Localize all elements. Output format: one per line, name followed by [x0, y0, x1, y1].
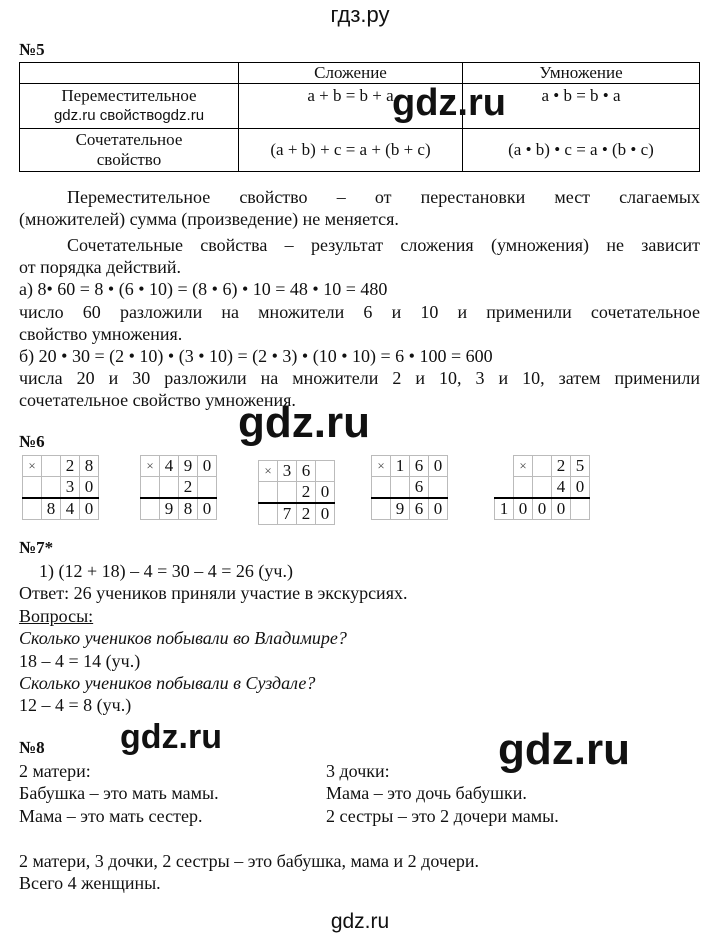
digit: 0 [316, 503, 335, 525]
paragraph-line: свойство умножения. [19, 324, 183, 344]
multiplication-example [258, 460, 335, 525]
example-a-expression: а) 8• 60 = 8 • (6 • 10) = (8 • 6) • 10 = 48 • 10 = 480 [19, 279, 388, 299]
property-name-line1: Сочетательное [75, 130, 183, 149]
table-row [20, 84, 700, 129]
task7-number: №7* [19, 538, 54, 557]
digit [533, 456, 552, 477]
header-empty [20, 63, 239, 84]
watermark: gdz.ru [498, 725, 630, 774]
digit: 0 [514, 498, 533, 520]
digit [198, 477, 217, 499]
empty-cell [259, 482, 278, 504]
task8-conclusion: 2 матери, 3 дочки, 2 сестры – это бабушка, мама и 2 дочери. [19, 851, 480, 871]
digit: 0 [429, 456, 448, 477]
question-2-solution: 12 – 4 = 8 (уч.) [19, 695, 132, 715]
digit: 0 [571, 477, 590, 499]
paragraph-line: от порядка действий. [19, 257, 182, 277]
digit: 9 [160, 498, 179, 520]
digit: 8 [42, 498, 61, 520]
task8-right-line: 2 сестры – это 2 дочери мамы. [326, 806, 559, 826]
digit: 6 [410, 456, 429, 477]
task8-total: Всего 4 женщины. [19, 873, 161, 893]
task8-left-line: Мама – это мать сестер. [19, 806, 203, 826]
multiply-sign: × [259, 461, 278, 482]
multiplication-formula: (a • b) • c = a • (b • c) [463, 129, 700, 172]
paragraph-line: (множителей) сумма (произведение) не меняется. [19, 209, 399, 229]
empty-cell [141, 477, 160, 499]
task6-number: №6 [19, 432, 45, 451]
empty-cell [141, 498, 160, 520]
digit [429, 477, 448, 499]
digit [316, 461, 335, 482]
multiplication-example [494, 455, 590, 520]
digit [160, 477, 179, 499]
paragraph-line: числа 20 и 30 разложили на множители 2 и 10, 3 и 10, затем применили [19, 368, 700, 388]
digit: 0 [198, 456, 217, 477]
digit: 1 [495, 498, 514, 520]
properties-table [19, 62, 700, 172]
multiply-sign: × [372, 456, 391, 477]
digit: 2 [552, 456, 571, 477]
questions-label: Вопросы: [19, 606, 94, 626]
digit: 5 [571, 456, 590, 477]
multiply-sign: × [23, 456, 42, 477]
footer-site: gdz.ru [330, 910, 390, 933]
digit: 6 [410, 498, 429, 520]
watermark: gdz.ru [392, 82, 506, 124]
task8-number: №8 [19, 738, 45, 757]
property-name-line2: свойство [96, 150, 162, 169]
digit [391, 477, 410, 499]
empty-cell [23, 477, 42, 499]
question-1-solution: 18 – 4 = 14 (уч.) [19, 651, 141, 671]
property-name-line1: Переместительное [61, 86, 197, 105]
watermark: gdz.ru [238, 398, 370, 447]
empty-cell [571, 498, 590, 520]
paragraph-line: сочетательное свойство умножения. [19, 390, 296, 410]
empty-cell [23, 498, 42, 520]
digit: 2 [297, 482, 316, 504]
digit: 0 [80, 477, 99, 499]
paragraph-line: число 60 разложили на множители 6 и 10 и применили сочетательное [19, 302, 700, 322]
task8-right-line: Мама – это дочь бабушки. [326, 783, 527, 803]
question-1: Сколько учеников побывали во Владимире? [19, 628, 347, 648]
digit: 0 [533, 498, 552, 520]
multiply-sign: × [514, 456, 533, 477]
multiplication-example [22, 455, 99, 520]
property-name [20, 129, 239, 172]
multiply-sign: × [141, 456, 160, 477]
digit: 0 [316, 482, 335, 504]
empty-cell [372, 498, 391, 520]
digit: 2 [61, 456, 80, 477]
addition-formula: (a + b) + c = a + (b + c) [239, 129, 463, 172]
empty-cell [495, 456, 514, 477]
task8-right-line: 3 дочки: [326, 761, 390, 781]
digit: 0 [552, 498, 571, 520]
digit: 2 [179, 477, 198, 499]
digit [42, 456, 61, 477]
empty-cell [259, 503, 278, 525]
empty-cell [514, 477, 533, 499]
watermark: gdz.ru [120, 718, 222, 756]
site-title: гдз.ру [330, 2, 390, 27]
digit: 4 [61, 498, 80, 520]
digit: 3 [61, 477, 80, 499]
task8-left-line: 2 матери: [19, 761, 91, 781]
task7-answer: Ответ: 26 учеников приняли участие в экскурсиях. [19, 583, 408, 603]
paragraph-line: Сочетательные свойства – результат сложения (умножения) не зависит [67, 235, 700, 255]
digit: 9 [179, 456, 198, 477]
empty-cell [372, 477, 391, 499]
digit: 2 [297, 503, 316, 525]
digit: 8 [80, 456, 99, 477]
header-multiplication: Умножение [463, 63, 700, 84]
digit: 0 [80, 498, 99, 520]
digit: 9 [391, 498, 410, 520]
task8-left-line: Бабушка – это мать мамы. [19, 783, 219, 803]
task5-number: №5 [19, 40, 45, 59]
multiplication-example [371, 455, 448, 520]
digit: 8 [179, 498, 198, 520]
digit: 4 [160, 456, 179, 477]
digit: 6 [297, 461, 316, 482]
digit [533, 477, 552, 499]
paragraph-line: Переместительное свойство – от перестановки мест слагаемых [67, 187, 700, 207]
table-header-row [20, 63, 700, 84]
digit: 6 [410, 477, 429, 499]
empty-cell [495, 477, 514, 499]
digit: 0 [198, 498, 217, 520]
property-name [20, 84, 239, 129]
digit: 3 [278, 461, 297, 482]
header-addition: Сложение [239, 63, 463, 84]
multiplication-formula: a • b = b • a [463, 84, 700, 129]
digit [278, 482, 297, 504]
table-row [20, 129, 700, 172]
example-b-expression: б) 20 • 30 = (2 • 10) • (3 • 10) = (2 • 3) • (10 • 10) = 6 • 100 = 600 [19, 346, 493, 366]
multiplication-example [140, 455, 217, 520]
digit: 7 [278, 503, 297, 525]
digit: 4 [552, 477, 571, 499]
digit: 1 [391, 456, 410, 477]
property-name-line2: gdz.ru свойствоgdz.ru [53, 107, 205, 124]
digit [42, 477, 61, 499]
question-2: Сколько учеников побывали в Суздале? [19, 673, 316, 693]
task7-solution: 1) (12 + 18) – 4 = 30 – 4 = 26 (уч.) [39, 561, 293, 581]
digit: 0 [429, 498, 448, 520]
addition-formula: a + b = b + a [239, 84, 463, 129]
